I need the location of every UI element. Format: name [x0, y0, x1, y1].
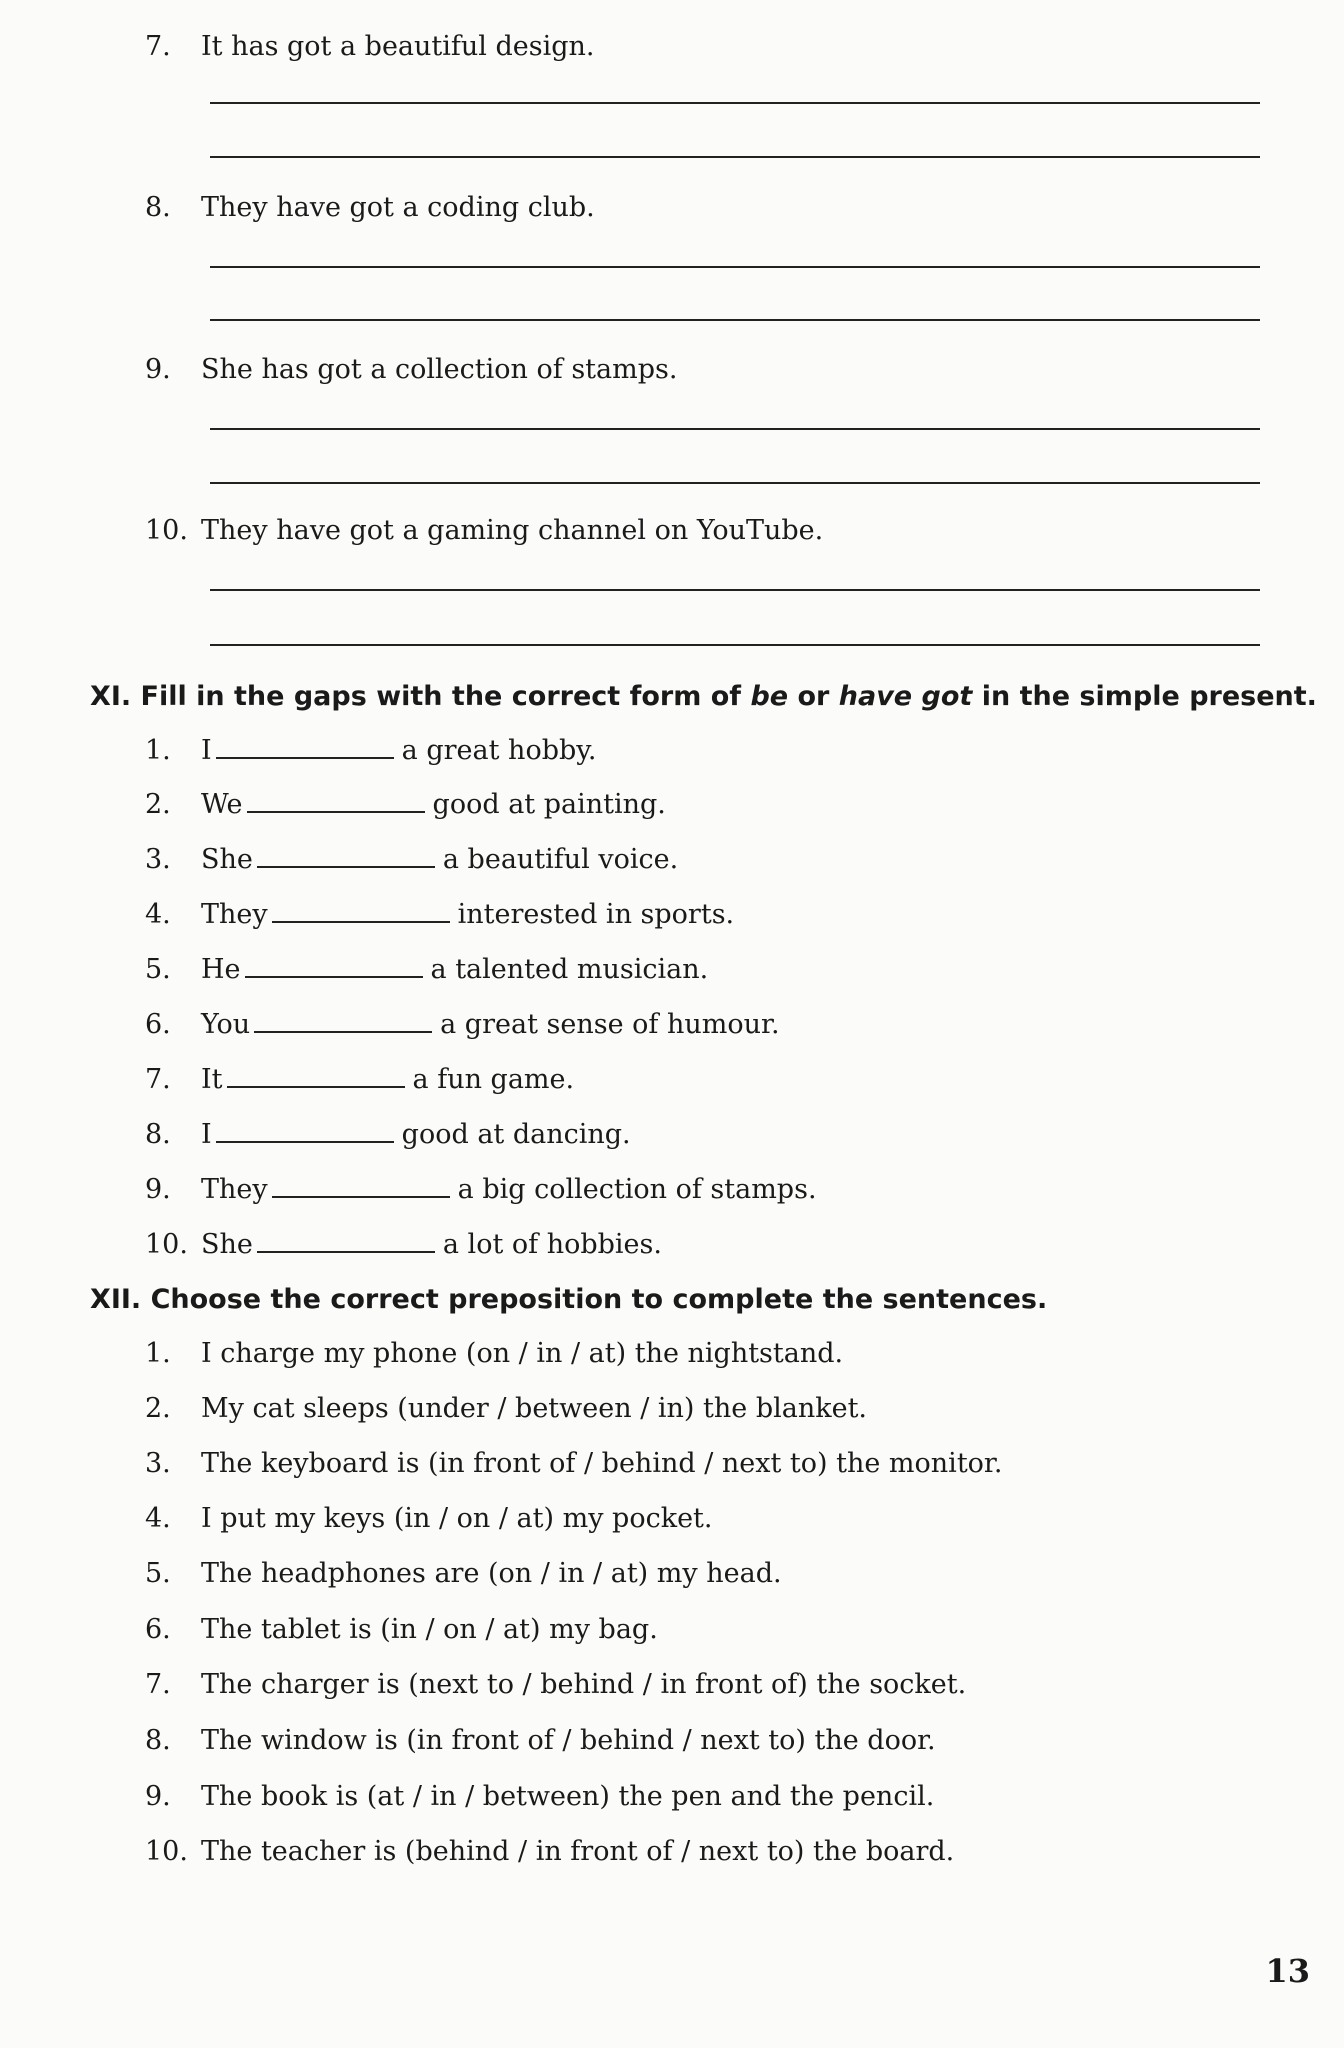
- heading-text: Choose the correct preposition to complete the sentences.: [150, 1284, 1048, 1315]
- page-number: 13: [1265, 1952, 1310, 1990]
- section-xi-heading: [90, 680, 1317, 714]
- item-sentence: The charger is (next to / behind / in front of) the socket.: [201, 1669, 967, 1700]
- item-number: 5.: [145, 1558, 171, 1589]
- item-rest: good at dancing.: [401, 1119, 631, 1150]
- preposition-item-8: [145, 1724, 936, 1758]
- preposition-item-4: [145, 1502, 712, 1536]
- heading-text-mid: or: [797, 681, 830, 712]
- gap-blank[interactable]: [272, 897, 450, 923]
- item-sentence: The window is (in front of / behind / next to) the door.: [201, 1725, 936, 1756]
- gap-item-8: [145, 1117, 631, 1152]
- item-number: 7.: [145, 31, 171, 62]
- item-number: 8.: [145, 192, 171, 223]
- item-sentence: It has got a beautiful design.: [201, 31, 595, 62]
- item-sentence: My cat sleeps (under / between / in) the blanket.: [201, 1393, 867, 1424]
- answer-line[interactable]: [210, 428, 1260, 430]
- item-rest: a big collection of stamps.: [457, 1174, 817, 1205]
- heading-text-before: Fill in the gaps with the correct form of: [140, 681, 742, 712]
- gap-blank[interactable]: [257, 842, 435, 868]
- item-rest: interested in sports.: [457, 899, 735, 930]
- answer-line[interactable]: [210, 156, 1260, 158]
- answer-line[interactable]: [210, 644, 1260, 646]
- item-sentence: I charge my phone (on / in / at) the nightstand.: [201, 1338, 844, 1369]
- item-number: 2.: [145, 789, 171, 820]
- item-subject: I: [201, 1119, 212, 1150]
- gap-blank[interactable]: [257, 1227, 435, 1253]
- preposition-item-7: [145, 1668, 966, 1702]
- preposition-item-1: [145, 1337, 843, 1371]
- gap-item-1: [145, 733, 597, 768]
- item-number: 1.: [145, 1338, 171, 1369]
- answer-line[interactable]: [210, 482, 1260, 484]
- preposition-item-10: [145, 1835, 954, 1869]
- item-rest: a great hobby.: [401, 735, 597, 766]
- item-subject: We: [201, 789, 243, 820]
- item-number: 6.: [145, 1009, 171, 1040]
- item-number: 1.: [145, 735, 171, 766]
- gap-blank[interactable]: [245, 952, 423, 978]
- item-number: 6.: [145, 1614, 171, 1645]
- rewrite-item-9: [145, 353, 1265, 387]
- item-subject: He: [201, 954, 241, 985]
- item-number: 10.: [145, 1229, 188, 1260]
- item-number: 8.: [145, 1119, 171, 1150]
- item-subject: She: [201, 1229, 253, 1260]
- gap-item-5: [145, 952, 708, 987]
- heading-keyword-be: be: [750, 681, 789, 712]
- section-number: XII.: [90, 1284, 142, 1315]
- item-rest: a beautiful voice.: [442, 844, 679, 875]
- item-number: 3.: [145, 1448, 171, 1479]
- section-number: XI.: [90, 681, 132, 712]
- item-number: 9.: [145, 1781, 171, 1812]
- item-rest: good at painting.: [432, 789, 666, 820]
- preposition-item-9: [145, 1780, 934, 1814]
- gap-item-2: [145, 787, 666, 822]
- item-sentence: The headphones are (on / in / at) my head.: [201, 1558, 782, 1589]
- gap-blank[interactable]: [272, 1172, 450, 1198]
- item-number: 3.: [145, 844, 171, 875]
- item-number: 4.: [145, 899, 171, 930]
- gap-item-4: [145, 897, 734, 932]
- gap-item-7: [145, 1062, 574, 1097]
- item-number: 10.: [145, 1836, 188, 1867]
- item-number: 4.: [145, 1503, 171, 1534]
- preposition-item-3: [145, 1447, 1002, 1481]
- heading-text-after: in the simple present.: [981, 681, 1317, 712]
- answer-line[interactable]: [210, 319, 1260, 321]
- answer-line[interactable]: [210, 589, 1260, 591]
- item-subject: They: [201, 1174, 268, 1205]
- gap-blank[interactable]: [254, 1007, 432, 1033]
- preposition-item-6: [145, 1613, 658, 1647]
- item-number: 7.: [145, 1669, 171, 1700]
- item-rest: a fun game.: [412, 1064, 575, 1095]
- item-subject: They: [201, 899, 268, 930]
- heading-keyword-have-got: have got: [838, 681, 973, 712]
- item-sentence: They have got a coding club.: [201, 192, 595, 223]
- item-number: 10.: [145, 515, 188, 546]
- item-number: 9.: [145, 1174, 171, 1205]
- rewrite-item-7: [145, 30, 1265, 64]
- rewrite-item-10: [145, 514, 1265, 548]
- item-rest: a talented musician.: [430, 954, 709, 985]
- gap-item-9: [145, 1172, 817, 1207]
- gap-blank[interactable]: [216, 1117, 394, 1143]
- item-number: 9.: [145, 354, 171, 385]
- gap-item-10: [145, 1227, 662, 1262]
- gap-item-6: [145, 1007, 780, 1042]
- gap-item-3: [145, 842, 678, 877]
- rewrite-item-8: [145, 191, 1265, 225]
- item-sentence: They have got a gaming channel on YouTube.: [201, 515, 824, 546]
- item-sentence: The tablet is (in / on / at) my bag.: [201, 1614, 658, 1645]
- item-sentence: The keyboard is (in front of / behind / next to) the monitor.: [201, 1448, 1003, 1479]
- answer-line[interactable]: [210, 102, 1260, 104]
- item-number: 8.: [145, 1725, 171, 1756]
- item-subject: You: [201, 1009, 251, 1040]
- item-sentence: The teacher is (behind / in front of / next to) the board.: [201, 1836, 955, 1867]
- item-sentence: The book is (at / in / between) the pen and the pencil.: [201, 1781, 935, 1812]
- item-number: 2.: [145, 1393, 171, 1424]
- item-rest: a lot of hobbies.: [442, 1229, 662, 1260]
- section-xii-heading: [90, 1283, 1047, 1317]
- item-number: 7.: [145, 1064, 171, 1095]
- gap-blank[interactable]: [216, 733, 394, 759]
- preposition-item-5: [145, 1557, 782, 1591]
- item-sentence: I put my keys (in / on / at) my pocket.: [201, 1503, 713, 1534]
- gap-blank[interactable]: [227, 1062, 405, 1088]
- item-number: 5.: [145, 954, 171, 985]
- item-subject: She: [201, 844, 253, 875]
- answer-line[interactable]: [210, 266, 1260, 268]
- item-subject: It: [201, 1064, 223, 1095]
- gap-blank[interactable]: [247, 787, 425, 813]
- item-rest: a great sense of humour.: [440, 1009, 780, 1040]
- item-sentence: She has got a collection of stamps.: [201, 354, 678, 385]
- item-subject: I: [201, 735, 212, 766]
- preposition-item-2: [145, 1392, 867, 1426]
